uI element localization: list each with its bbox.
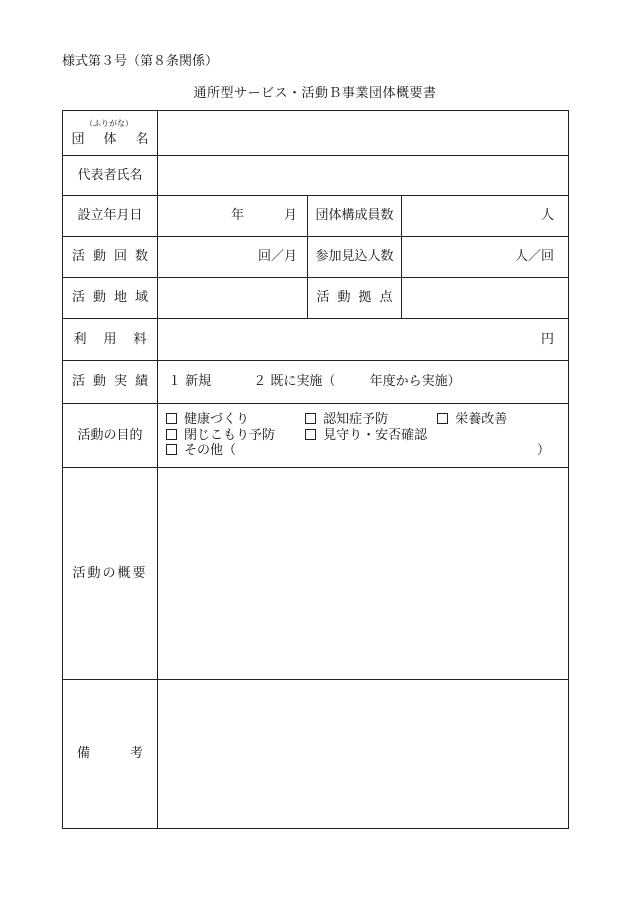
furigana-label: （ふりがな） xyxy=(85,118,133,128)
members-unit: 人 xyxy=(540,208,554,224)
purpose-option-other[interactable]: その他（ xyxy=(166,443,236,459)
base-label: 活動拠点 xyxy=(308,278,402,319)
record-label: 活動実績 xyxy=(63,361,158,404)
representative-field[interactable] xyxy=(158,156,569,196)
fee-label: 利用料 xyxy=(63,319,158,361)
record-field xyxy=(158,361,569,404)
representative-label: 代表者氏名 xyxy=(63,156,158,196)
overview-field[interactable] xyxy=(158,468,569,680)
frequency-field[interactable] xyxy=(158,237,308,278)
base-field[interactable] xyxy=(402,278,569,319)
checkbox-icon[interactable] xyxy=(437,413,448,424)
fee-field[interactable] xyxy=(158,319,569,361)
participants-unit: 人／回 xyxy=(514,249,554,265)
group-name-field[interactable] xyxy=(158,111,569,156)
remarks-label: 備考 xyxy=(63,680,158,829)
area-field[interactable] xyxy=(158,278,308,319)
group-name-label-cell xyxy=(63,111,168,156)
row-established xyxy=(63,196,569,237)
checkbox-icon[interactable] xyxy=(305,429,316,440)
checkbox-icon[interactable] xyxy=(166,413,177,424)
frequency-label: 活動回数 xyxy=(63,237,158,278)
remarks-field[interactable] xyxy=(158,680,569,829)
checkbox-icon[interactable] xyxy=(166,444,177,455)
row-record xyxy=(63,361,569,404)
row-purpose xyxy=(63,404,569,468)
group-name-label: 団体名 xyxy=(71,131,168,147)
purpose-other-close: ） xyxy=(536,443,550,459)
page-title: 通所型サービス・活動Ｂ事業団体概要書 xyxy=(193,86,437,101)
purpose-option-dementia[interactable]: 認知症予防 xyxy=(305,412,433,428)
overview-form xyxy=(62,110,569,829)
month-unit: 月 xyxy=(283,208,297,224)
purpose-option-health[interactable]: 健康づくり xyxy=(166,412,301,428)
frequency-unit: 回／月 xyxy=(257,249,297,265)
row-overview xyxy=(63,468,569,680)
checkbox-icon[interactable] xyxy=(166,429,177,440)
row-group-name xyxy=(63,111,569,156)
record-year-suffix: 年度から実施） xyxy=(369,374,461,390)
fee-unit: 円 xyxy=(540,331,554,347)
purpose-option-nutrition[interactable]: 栄養改善 xyxy=(437,412,507,428)
checkbox-icon[interactable] xyxy=(305,413,316,424)
row-fee xyxy=(63,319,569,361)
row-area xyxy=(63,278,569,319)
members-label: 団体構成員数 xyxy=(308,196,402,237)
row-remarks xyxy=(63,680,569,829)
purpose-field xyxy=(158,404,569,468)
participants-label: 参加見込人数 xyxy=(308,237,402,278)
row-frequency xyxy=(63,237,569,278)
record-option-new[interactable]: １ 新規 xyxy=(168,374,212,390)
record-option-existing[interactable]: ２ 既に実施（ xyxy=(253,374,336,390)
participants-field[interactable] xyxy=(402,237,569,278)
purpose-label: 活動の目的 xyxy=(63,404,158,468)
purpose-option-watch[interactable]: 見守り・安否確認 xyxy=(305,428,427,444)
members-field[interactable] xyxy=(402,196,569,237)
area-label: 活動地域 xyxy=(63,278,158,319)
established-field[interactable] xyxy=(158,196,308,237)
form-number: 様式第３号（第８条関係） xyxy=(62,54,219,69)
established-label: 設立年月日 xyxy=(63,196,158,237)
purpose-option-withdrawal[interactable]: 閉じこもり予防 xyxy=(166,428,301,444)
year-unit: 年 xyxy=(230,208,244,224)
row-representative xyxy=(63,156,569,196)
overview-label: 活動の概要 xyxy=(63,468,158,680)
